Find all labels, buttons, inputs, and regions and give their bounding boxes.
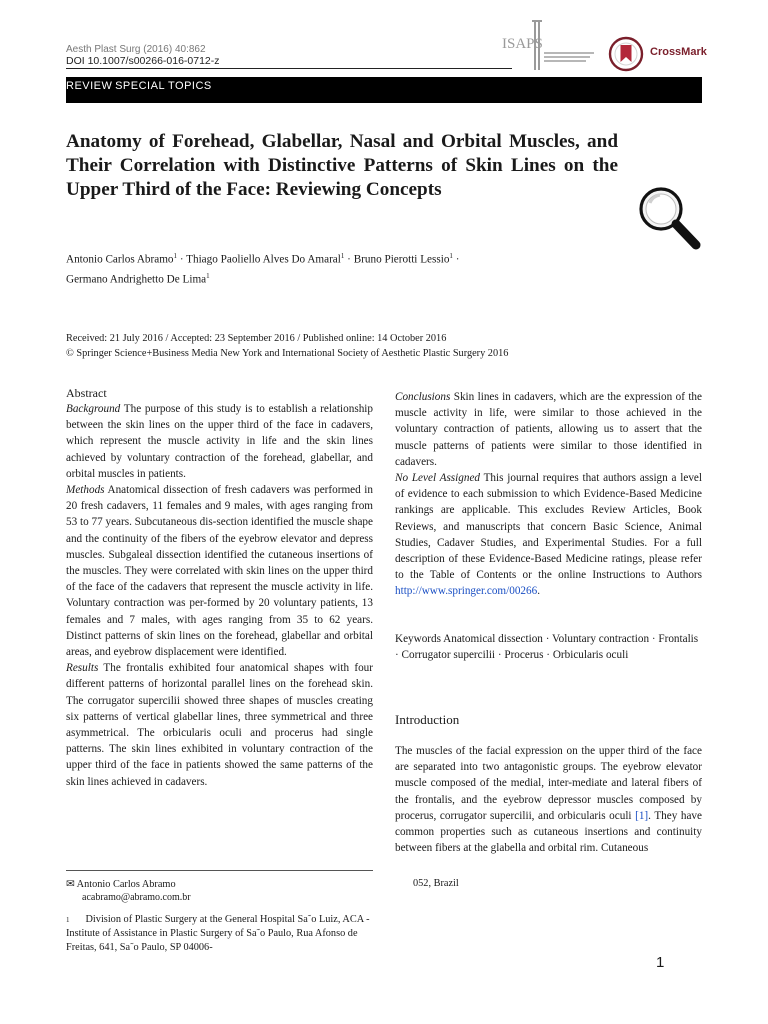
author-affiliation-ref: 1 <box>206 271 210 280</box>
corresponding-email[interactable]: acabramo@abramo.com.br <box>82 892 191 903</box>
keywords: Keywords Anatomical dissection · Voluntary contraction · Frontalis · Corrugator supercilii · Procerus · Orbicularis oculi <box>395 633 699 662</box>
results-text: The frontalis exhibited four anatomical shapes with four different patterns of horizontal parallel lines on the forehead skin. The corrugator supercilii showed three shapes of muscles creating six patterns of vertical glabellar lines, three symmetrical and three asymmetrical. The orbicularis oculi and procerus had single patterns. The skin lines exhibited in voluntary contraction of the upper third of the face in patients showed the same patterns of the skin lines achieved in cadavers. <box>66 662 373 788</box>
background-text: The purpose of this study is to establish a relationship between the skin lines on the upper third of the face in cadavers, which represent the muscle activity in life and the skin lines achieved by voluntary contraction of the forehead, glabellar, and orbital muscles in patients. <box>66 403 373 480</box>
magnifier-icon[interactable] <box>636 184 702 252</box>
affiliation-text: Division of Plastic Surgery at the General Hospital Sa˜o Luiz, ACA - Institute of Assistance in Plastic Surgery of Sa˜o Paulo, Rua Afonso de Freitas, 641, Sa˜o Paulo, SP 04006- <box>66 914 370 953</box>
header-rule <box>66 68 512 69</box>
results-label: Results <box>66 662 99 675</box>
author-affiliation-ref: 1 <box>340 252 345 260</box>
author-list: Antonio Carlos Abramo$^1$ · Thiago Paoliello Alves Do Amaral$^1$ · Bruno Pierotti Lessio$^1$ · Germano Andrighetto De Lima$^1$ <box>66 252 460 286</box>
journal-reference: Aesth Plast Surg (2016) 40:862 <box>66 44 206 55</box>
author-affiliation-ref: 1 <box>173 252 178 260</box>
intro-text: The muscles of the facial expression on the upper third of the face are separated into two antagonistic groups. The eyebrow elevator muscle composed of the medial, inter-mediate and lateral fibers of the frontalis, and the eyebrow depressor muscles composed by procerus, corrugator supercilii, and orbicularis oculi <box>395 745 702 822</box>
abstract-results <box>66 660 373 790</box>
article-type-label: REVIEW SPECIAL TOPICS <box>66 80 212 92</box>
corresponding-author: ✉ Antonio Carlos Abramo <box>66 879 176 890</box>
instructions-link[interactable]: http://www.springer.com/00266 <box>395 585 538 598</box>
crossmark-label[interactable]: CrossMark <box>650 46 707 58</box>
methods-label: Methods <box>66 484 105 497</box>
abstract-heading: Abstract <box>66 386 107 400</box>
citation-link[interactable]: [1] <box>635 809 649 822</box>
level-text: This journal requires that authors assign a level of evidence to each submission to which Evidence-Based Medicine rankings are applicable. This excludes Review Articles, Book Reviews, and manuscripts that concern Basic Science, Animal Studies, Cadaver Studies, and Experimental Studies. For a full description of these Evidence-Based Medicine ratings, please refer to the Table of Contents or the online Instructions to Authors <box>395 472 702 582</box>
affiliation-number: 1 <box>66 916 70 924</box>
affiliation <box>66 913 371 955</box>
level-of-evidence <box>395 470 702 600</box>
author-name[interactable]: Germano Andrighetto De Lima <box>66 273 207 286</box>
intro-text-cont: . They have common properties such as cutaneous insertions and continuity between fibers at the glabella and orbital rim. Cutaneous <box>395 809 702 855</box>
author-name[interactable]: Antonio Carlos Abramo <box>66 253 174 266</box>
copyright-notice: © Springer Science+Business Media New York and International Society of Aesthetic Plastic Surgery 2016 <box>66 348 509 359</box>
conclusions-text: Skin lines in cadavers, which are the expression of the muscle activity in life, were similar to those achieved in the voluntary contraction of patients, allowing us to assert that the muscle patterns of patients were similar to those identified in cadavers. <box>395 391 702 468</box>
doi[interactable]: DOI 10.1007/s00266-016-0712-z <box>66 55 220 67</box>
methods-text: Anatomical dissection of fresh cadavers was performed in 20 fresh cadavers, 11 females and 9 males, with ages ranging from 53 to 77 years. Subcutaneous dis-section identified the muscle shape and the continuity of the fibers of the eyebrow elevator and depress muscles. Subgaleal dissection identified the cutaneous insertions of the muscles. They were correlated with skin lines on the upper third of the face of the cadavers that represent the muscle activity in life. Voluntary contraction was per-formed by 20 voluntary patients, 13 females and 7 males, with ages ranging from 35 to 62 years. Distinct patterns of skin lines on the forehead, glabellar and orbital areas, and eyebrow displacement were identified. <box>66 484 373 659</box>
abstract-methods <box>66 482 373 660</box>
level-label: No Level Assigned <box>395 472 481 485</box>
author-name[interactable]: Thiago Paoliello Alves Do Amaral <box>186 253 341 266</box>
article-title: Anatomy of Forehead, Glabellar, Nasal and Orbital Muscles, and Their Correlation with Distinctive Patterns of Skin Lines on the Upper Third of the Face: Reviewing Concepts <box>66 131 618 200</box>
level-end: . <box>537 585 541 598</box>
abstract-conclusions <box>395 389 702 470</box>
isaps-logo <box>498 20 596 70</box>
abstract-background <box>66 401 373 482</box>
abstract-continued <box>395 389 702 600</box>
affiliation-continued: 052, Brazil <box>413 878 459 889</box>
background-label: Background <box>66 403 121 415</box>
publication-dates: Received: 21 July 2016 / Accepted: 23 September 2016 / Published online: 14 October 2016 <box>66 333 447 344</box>
introduction-body <box>395 743 702 856</box>
conclusions-label: Conclusions <box>395 391 451 403</box>
abstract-section <box>66 385 373 790</box>
author-affiliation-ref: 1 <box>449 252 453 260</box>
isaps-logo-text: ISAPS <box>502 36 543 52</box>
author-name[interactable]: Bruno Pierotti Lessio <box>353 253 450 266</box>
introduction-heading: Introduction <box>395 712 460 727</box>
page-number: 1 <box>656 954 665 971</box>
footnote-rule <box>66 870 373 871</box>
